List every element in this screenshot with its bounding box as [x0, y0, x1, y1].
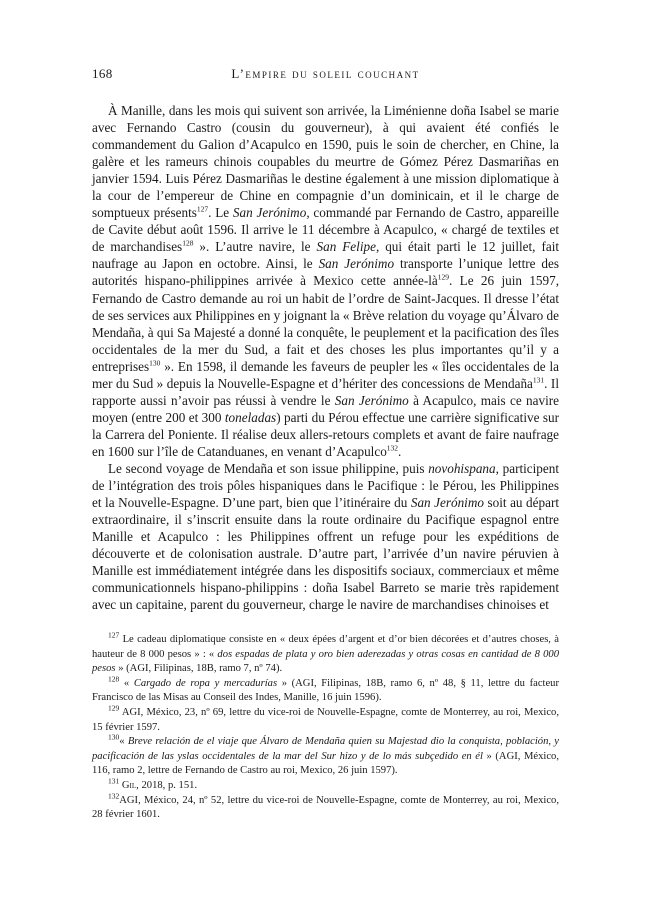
footnote-ref: 129: [108, 703, 120, 713]
running-header: [92, 66, 559, 84]
footnote-ref: 128: [108, 674, 120, 684]
paragraph: Le second voyage de Mendaña et son issue philippine, puis novohispana, participent de l’intégration des trois pôles hispaniques dans le Pacifique : le Pérou, les Philippines et la Nouvelle-Espagne. D’une part, bien que l’itinéraire du San Jerónimo soit au départ extraordinaire, il s’inscrit ensuite dans la route ordinaire du Pacifique espagnol entre Manille et Acapulco : les Philippines offrent un refuge pour les expéditions de découverte et de colonisation australe. D’autre part, l’arrivée d’un navire péruvien à Manille est immédiatement intégrée dans les dispositifs sociaux, commerciaux et même communicationnels hispano-philippins : doña Isabel Barreto se marie très rapidement avec un capitaine, parent du gouverneur, charge le navire de marchandises chinoises et: [92, 460, 560, 613]
running-title: L’empire du soleil couchant: [231, 66, 420, 81]
footnote-ref: 132: [108, 791, 120, 800]
footnote-ref: 132: [386, 443, 399, 453]
italic-text: San Jerónimo: [410, 495, 484, 511]
italic-text: Cargado de ropa y mercadurías: [133, 677, 278, 689]
footnote-ref: 131: [108, 776, 120, 786]
footnote: $^{127}$ Le cadeau diplomatique consiste en « deux épées d’argent et d’or bien décorées et d’autres choses, à hauteur de 8 000 pesos » : « dos espadas de plata y oro bien aderezadas y otras cosas en cantidad de 8 000 pesos » (AGI, Filipinas, 18B, ramo 7, nº 74).: [92, 630, 560, 675]
footnote: $^{132}$AGI, México, 24, nº 52, lettre du vice-roi de Nouvelle-Espagne, comte de Monterrey, au roi, Mexico, 28 février 1601.: [92, 791, 559, 821]
footnotes: [92, 630, 560, 823]
footnote-ref: 131: [532, 375, 545, 385]
footnote: $^{128}$ « Cargado de ropa y mercadurías » (AGI, Filipinas, 18B, ramo 6, nº 48, § 11, lettre du facteur Francisco de las Misas au Conseil des Indes, Manille, 16 juin 1596).: [92, 674, 559, 704]
footnote-ref: 129: [437, 273, 450, 283]
footnote-ref: 127: [108, 630, 120, 640]
main-text: [92, 102, 559, 613]
small-caps-text: Gil: [121, 779, 137, 791]
italic-text: San Felipe: [316, 239, 376, 255]
italic-text: novohispana: [428, 460, 496, 476]
italic-text: San Jerónimo: [334, 392, 409, 408]
italic-text: dos espadas de plata y oro bien aderezadas y otras cosas en cantidad de 8 000 pesos: [92, 648, 560, 675]
italic-text: San Jerónimo: [318, 256, 395, 272]
footnote: $^{129}$ AGI, México, 23, nº 69, lettre du vice-roi de Nouvelle-Espagne, comte de Monterrey, au roi, Mexico, 15 février 1597.: [92, 703, 559, 733]
italic-text: toneladas: [224, 409, 277, 425]
italic-text: San Jerónimo: [232, 205, 307, 221]
italic-text: Breve relación de el viaje que Álvaro de Mendaña quien su Majestad dio la conquista, población, y pacificación de las yslas occidentales de la mar del Sur hizo y de lo más subçedido en él: [92, 736, 560, 762]
footnote-ref: 130: [149, 358, 161, 368]
page-number: 168: [92, 66, 113, 81]
footnote-ref: 130: [108, 732, 120, 742]
footnote: $^{131}$ Gil, 2018, p. 151.: [108, 776, 198, 791]
footnote: $^{130}$« Breve relación de el viaje que Álvaro de Mendaña quien su Majestad dio la conquista, población, y pacificación de las yslas occidentales de la mar del Sur hizo y de lo más subçedido en él » (AGI, México, 116, ramo 2, lettre de Fernando de Castro au roi, Mexico, 26 juin 1597).: [92, 732, 560, 777]
footnote-ref: 127: [196, 204, 209, 214]
footnote-ref: 128: [182, 238, 194, 248]
paragraph: À Manille, dans les mois qui suivent son arrivée, la Liménienne doña Isabel se marie avec Fernando Castro (cousin du gouverneur), à qui avaient été confiés le commandement du Galion d’Acapulco en 1590, puis le soin de chercher, en Chine, la galère et les rameurs chinois coupables du meurtre de Gómez Pérez Dasmariñas en janvier 1594. Luis Pérez Dasmariñas le destine également à une mission diplomatique à la cour de l’empereur de Chine en compagnie d’un dominicain, et il le charge de somptueux présents$^{127}$. Le San Jerónimo, commandé par Fernando de Castro, appareille de Cavite début août 1596. Il arrive le 11 décembre à Acapulco, « chargé de textiles et de marchandises$^{128}$ ». L’autre navire, le San Felipe, qui était parti le 12 juillet, fait naufrage au Japon en octobre. Ainsi, le San Jerónimo transporte l’unique lettre des autorités hispano-philippines arrivée à Mexico cette année-$là^{129}$. Le 26 juin 1597, Fernando de Castro demande au roi un habit de l’ordre de Saint-Jacques. Il dresse l’état de ses services aux Philippines en y joignant la « Brève relation du voyage qu’Álvaro de Mendaña, à qui Sa Majesté a donné la conquête, le peuplement et la pacification des îles occidentales de la mer du Sud, a fait et des choses les plus importantes qu’il y a entreprises$^{130}$ ». En 1598, il demande les faveurs de peupler les « îles occidentales de la mer du Sud » depuis la Nouvelle-Espagne et d’hériter des concessions de Mendaña$^{131}$. Il rapporte aussi n’avoir pas réussi à vendre le San Jerónimo à Acapulco, mais ce navire moyen (entre 200 et 300 toneladas) parti du Pérou effectue une carrière significative sur la Carrera del Poniente. Il réalise deux allers-retours complets et avant de faire naufrage en 1600 sur l’île de Catanduanes, en venant d’Acapulco$^{132}$.: [92, 103, 560, 459]
